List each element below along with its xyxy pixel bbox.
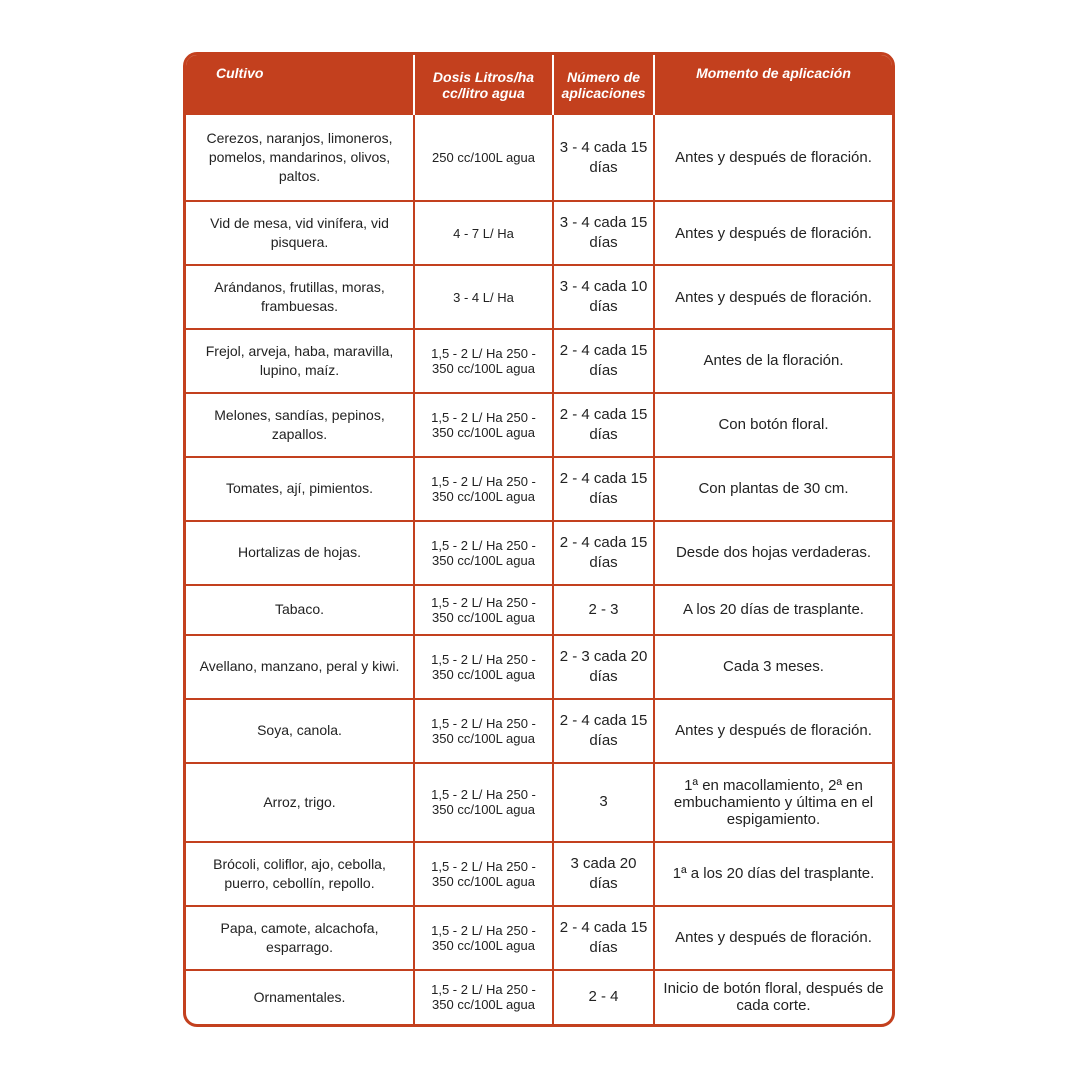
moment-cell: Antes y después de floración. — [675, 149, 872, 167]
table-row — [186, 329, 892, 393]
moment-cell: Antes y después de floración. — [654, 906, 892, 970]
applications-cell: 3 - 4 cada 15 días — [553, 115, 654, 201]
moment-cell: Antes de la floración. — [654, 329, 892, 393]
table-row — [186, 521, 892, 585]
header-dose: Dosis Litros/ha cc/litro agua — [414, 55, 553, 115]
table-row — [186, 201, 892, 265]
crop-cell: Arándanos, frutillas, moras, frambuesas. — [186, 265, 414, 329]
header-applications: Número de aplicaciones — [553, 55, 654, 115]
table-row — [186, 699, 892, 763]
dose-table — [183, 52, 895, 1027]
dose-cell: 1,5 - 2 L/ Ha 250 - 350 cc/100L agua — [414, 329, 553, 393]
table-row — [186, 115, 892, 201]
applications-cell: 2 - 3 cada 20 días — [553, 635, 654, 699]
dose-cell: 1,5 - 2 L/ Ha 250 - 350 cc/100L agua — [414, 842, 553, 906]
dose-cell: 1,5 - 2 L/ Ha 250 - 350 cc/100L agua — [414, 763, 553, 842]
table-row — [186, 842, 892, 906]
applications-cell: 2 - 3 — [553, 585, 654, 635]
applications-cell: 3 - 4 cada 15 días — [553, 201, 654, 265]
applications-cell: 2 - 4 cada 15 días — [553, 521, 654, 585]
table-row — [186, 265, 892, 329]
applications-cell: 2 - 4 cada 15 días — [553, 329, 654, 393]
crop-cell: Soya, canola. — [186, 699, 414, 763]
crop-cell: Hortalizas de hojas. — [186, 521, 414, 585]
crop-cell: Ornamentales. — [186, 970, 414, 1024]
table-row — [186, 906, 892, 970]
applications-cell: 3 cada 20 días — [553, 842, 654, 906]
moment-cell: Con botón floral. — [654, 393, 892, 457]
dose-cell: 1,5 - 2 L/ Ha 250 - 350 cc/100L agua — [414, 585, 553, 635]
crop-cell: Brócoli, coliflor, ajo, cebolla, puerro, cebollín, repollo. — [186, 842, 414, 906]
moment-cell: Con plantas de 30 cm. — [654, 457, 892, 521]
applications-cell: 2 - 4 cada 15 días — [553, 906, 654, 970]
crop-cell: Arroz, trigo. — [186, 763, 414, 842]
table-row — [186, 585, 892, 635]
crop-cell: Frejol, arveja, haba, maravilla, lupino, maíz. — [186, 329, 414, 393]
applications-cell: 2 - 4 cada 15 días — [553, 699, 654, 763]
applications-cell: 2 - 4 cada 15 días — [553, 393, 654, 457]
crop-cell: Tomates, ají, pimientos. — [186, 457, 414, 521]
dose-cell: 1,5 - 2 L/ Ha 250 - 350 cc/100L agua — [414, 906, 553, 970]
moment-cell: Inicio de botón floral, después de cada corte. — [654, 970, 892, 1024]
dose-cell: 4 - 7 L/ Ha — [414, 201, 553, 265]
table-row — [186, 393, 892, 457]
crop-cell: Melones, sandías, pepinos, zapallos. — [186, 393, 414, 457]
header-moment: Momento de aplicación — [654, 55, 892, 115]
applications-cell: 2 - 4 — [553, 970, 654, 1024]
table-row — [186, 635, 892, 699]
dose-cell: 1,5 - 2 L/ Ha 250 - 350 cc/100L agua — [414, 393, 553, 457]
table-body — [186, 115, 892, 1024]
crop-cell: Cerezos, naranjos, limoneros, pomelos, mandarinos, olivos, paltos. — [186, 115, 414, 201]
applications-cell: 3 — [553, 763, 654, 842]
dose-cell: 1,5 - 2 L/ Ha 250 - 350 cc/100L agua — [414, 635, 553, 699]
moment-cell: Antes y después de floración. — [654, 699, 892, 763]
moment-cell: 1ª en macollamiento, 2ª en embuchamiento y última en el espigamiento. — [654, 763, 892, 842]
crop-cell: Vid de mesa, vid vinífera, vid pisquera. — [186, 201, 414, 265]
dose-cell: 1,5 - 2 L/ Ha 250 - 350 cc/100L agua — [414, 521, 553, 585]
dose-cell: 1,5 - 2 L/ Ha 250 - 350 cc/100L agua — [414, 970, 553, 1024]
dose-cell: 250 cc/100L agua — [414, 115, 553, 201]
moment-cell: Desde dos hojas verdaderas. — [654, 521, 892, 585]
crop-cell: Tabaco. — [186, 585, 414, 635]
moment-cell: Antes y después de floración. — [654, 265, 892, 329]
crop-cell: Papa, camote, alcachofa, esparrago. — [186, 906, 414, 970]
table-row — [186, 763, 892, 842]
moment-cell: A los 20 días de trasplante. — [654, 585, 892, 635]
applications-cell: 2 - 4 cada 15 días — [553, 457, 654, 521]
moment-cell: Antes y después de floración. — [654, 201, 892, 265]
dose-cell: 1,5 - 2 L/ Ha 250 - 350 cc/100L agua — [414, 699, 553, 763]
applications-cell: 3 - 4 cada 10 días — [553, 265, 654, 329]
table-header-row — [186, 55, 892, 115]
dose-cell: 3 - 4 L/ Ha — [414, 265, 553, 329]
header-crop: Cultivo — [186, 55, 414, 115]
table-row — [186, 457, 892, 521]
crop-cell: Avellano, manzano, peral y kiwi. — [186, 635, 414, 699]
table-row — [186, 970, 892, 1024]
moment-cell: 1ª a los 20 días del trasplante. — [654, 842, 892, 906]
application-table — [186, 55, 892, 1024]
moment-cell: Cada 3 meses. — [654, 635, 892, 699]
dose-cell: 1,5 - 2 L/ Ha 250 - 350 cc/100L agua — [414, 457, 553, 521]
